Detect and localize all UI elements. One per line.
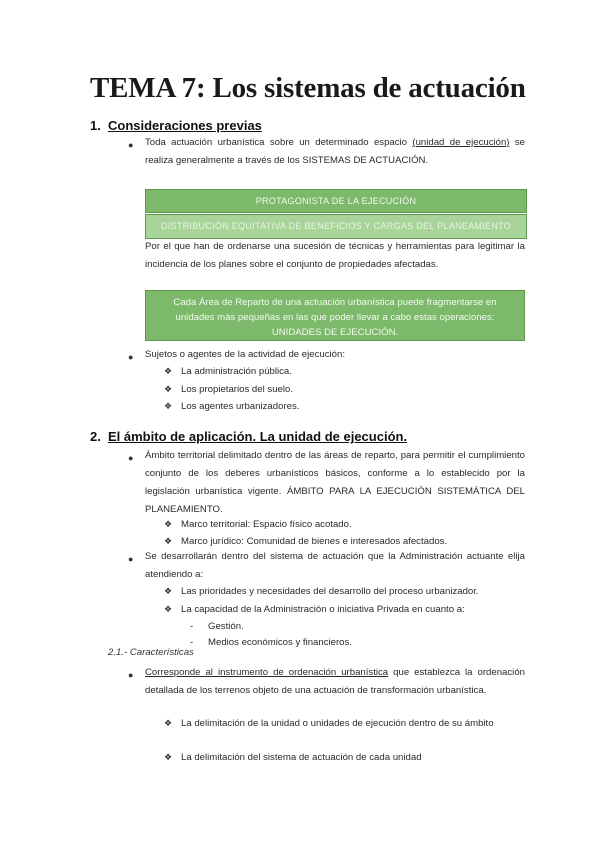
protagonista-box: PROTAGONISTA DE LA EJECUCIÓN — [145, 189, 527, 213]
list-item: Los propietarios del suelo. — [181, 384, 293, 395]
diamond-bullet-icon: ❖ — [164, 519, 173, 529]
diamond-bullet-icon: ❖ — [164, 586, 173, 596]
bullet-icon: ● — [128, 453, 134, 463]
list-item: La delimitación de la unidad o unidades de ejecución dentro de su ámbito — [181, 718, 494, 729]
diamond-bullet-icon: ❖ — [164, 752, 173, 762]
section-title: El ámbito de aplicación. La unidad de ejecución. — [108, 429, 408, 444]
section-number: 1. — [90, 118, 101, 133]
instrumento-term: Corresponde al instrumento de ordenación urbanística — [145, 667, 389, 678]
diamond-bullet-icon: ❖ — [164, 366, 173, 376]
list-item: Marco territorial: Espacio físico acotado. — [181, 519, 352, 530]
text-span: se realiza generalmente a través de los SISTEMAS DE ACTUACIÓN. — [145, 137, 525, 166]
bullet-icon: ● — [128, 140, 134, 150]
section-number: 2. — [90, 429, 101, 444]
list-item: Las prioridades y necesidades del desarrollo del proceso urbanizador. — [181, 586, 479, 597]
list-item: Marco jurídico: Comunidad de bienes e interesados afectados. — [181, 536, 448, 547]
paragraph-ambito: Ámbito territorial delimitado dentro de las áreas de reparto, para permitir el cumplimiento conjunto de los deberes urbanísticos básicos, conforme a lo establecido por la legislación urbanística vigente. ÁMBITO PARA LA EJECUCIÓN SISTEMÁTICA DEL PLANEAMIENTO. — [145, 450, 525, 515]
paragraph-tecnicas: Por el que han de ordenarse una sucesión de técnicas y herramientas para legitimar la incidencia de los planes sobre el conjunto de propiedades afectadas. — [145, 241, 525, 270]
section-heading-2 — [90, 429, 407, 444]
diamond-bullet-icon: ❖ — [164, 384, 173, 394]
diamond-bullet-icon: ❖ — [164, 718, 173, 728]
dash-bullet-icon: - — [190, 637, 194, 648]
bullet-icon: ● — [128, 670, 134, 680]
list-item: Medios económicos y financieros. — [208, 637, 352, 648]
distribucion-box: DISTRIBUCIÓN EQUITATIVA DE BENEFICIOS Y CARGAS DEL PLANEAMIENTO — [145, 214, 527, 239]
diamond-bullet-icon: ❖ — [164, 536, 173, 546]
list-item: La capacidad de la Administración o iniciativa Privada en cuanto a: — [181, 604, 465, 615]
paragraph-sistema: Se desarrollarán dentro del sistema de actuación que la Administración actuante elija atendiendo a: — [145, 551, 525, 580]
bullet-icon: ● — [128, 554, 134, 564]
list-item: Gestión. — [208, 621, 244, 632]
diamond-bullet-icon: ❖ — [164, 401, 173, 411]
sujetos-text: Sujetos o agentes de la actividad de ejecución: — [145, 349, 346, 360]
section-heading-1 — [90, 118, 262, 133]
page-title: TEMA 7: Los sistemas de actuación — [90, 72, 526, 104]
text-span: Toda actuación urbanística sobre un determinado espacio — [145, 137, 413, 148]
bullet-icon: ● — [128, 352, 134, 362]
paragraph-actuacion — [145, 134, 525, 170]
list-item: Los agentes urbanizadores. — [181, 401, 300, 412]
list-item: La delimitación del sistema de actuación de cada unidad — [181, 752, 422, 763]
section-title: Consideraciones previas — [108, 118, 262, 133]
area-reparto-box: Cada Área de Reparto de una actuación urbanística puede fragmentarse en unidades más pequeñas en las que poder llevar a cabo estas operaciones: UNIDADES DE EJECUCIÓN. — [145, 290, 525, 341]
text-span: que establezca la ordenación detallada de los terrenos objeto de una actuación de transformación urbanística. — [145, 667, 525, 696]
dash-bullet-icon: - — [190, 621, 194, 632]
paragraph-corresponde — [145, 664, 525, 700]
unidad-ejecucion-term: (unidad de ejecución) — [412, 137, 510, 148]
list-item: La administración pública. — [181, 366, 292, 377]
diamond-bullet-icon: ❖ — [164, 604, 173, 614]
subsection-heading: 2.1.- Características — [108, 647, 194, 658]
